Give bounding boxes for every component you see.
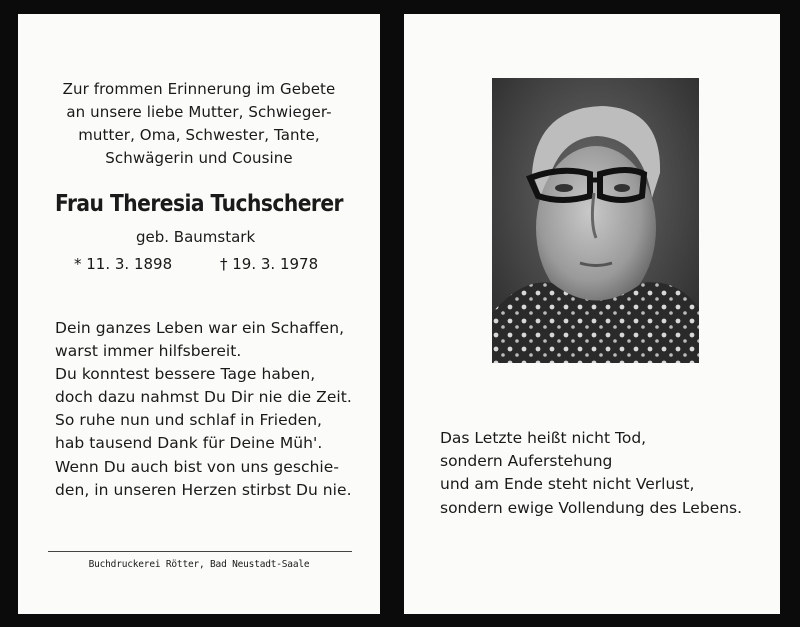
poem-line: hab tausend Dank für Deine Müh'. — [55, 434, 323, 453]
poem-line: Wenn Du auch bist von uns geschie- — [55, 457, 340, 476]
verse-line: sondern Auferstehung — [440, 452, 613, 471]
dedication-line: Schwägerin und Cousine — [105, 149, 293, 167]
left-card — [18, 14, 380, 614]
birth-date: * 11. 3. 1898 — [74, 255, 173, 273]
dedication-text — [18, 78, 380, 170]
poem-line: doch dazu nahmst Du Dir nie die Zeit. — [55, 388, 352, 407]
verse-line: sondern ewige Vollendung des Lebens. — [440, 498, 743, 517]
poem-line: Dein ganzes Leben war ein Schaffen, — [55, 319, 345, 337]
poem-line: den, in unseren Herzen stirbst Du nie. — [55, 480, 352, 499]
divider — [48, 551, 352, 552]
right-card — [404, 14, 780, 614]
printer-credit: Buchdruckerei Rötter, Bad Neustadt-Saale — [88, 559, 310, 570]
maiden-name: geb. Baumstark — [136, 228, 256, 246]
verse-line: Das Letzte heißt nicht Tod, — [440, 429, 647, 447]
portrait-image — [492, 78, 699, 363]
deceased-name: Frau Theresia Tuchscherer — [54, 191, 344, 217]
dedication-line: an unsere liebe Mutter, Schwieger- — [66, 103, 332, 121]
dedication-line: Zur frommen Erinnerung im Gebete — [62, 80, 336, 98]
verse-line: und am Ende steht nicht Verlust, — [440, 475, 695, 494]
poem-line: Du konntest bessere Tage haben, — [55, 365, 316, 384]
poem-line: So ruhe nun und schlaf in Frieden, — [55, 411, 323, 430]
dedication-line: mutter, Oma, Schwester, Tante, — [78, 126, 320, 144]
closing-verse — [440, 427, 770, 520]
poem-line: warst immer hilfsbereit. — [55, 342, 242, 361]
death-date: † 19. 3. 1978 — [220, 255, 319, 273]
poem — [55, 317, 375, 502]
portrait-photo — [492, 78, 699, 363]
